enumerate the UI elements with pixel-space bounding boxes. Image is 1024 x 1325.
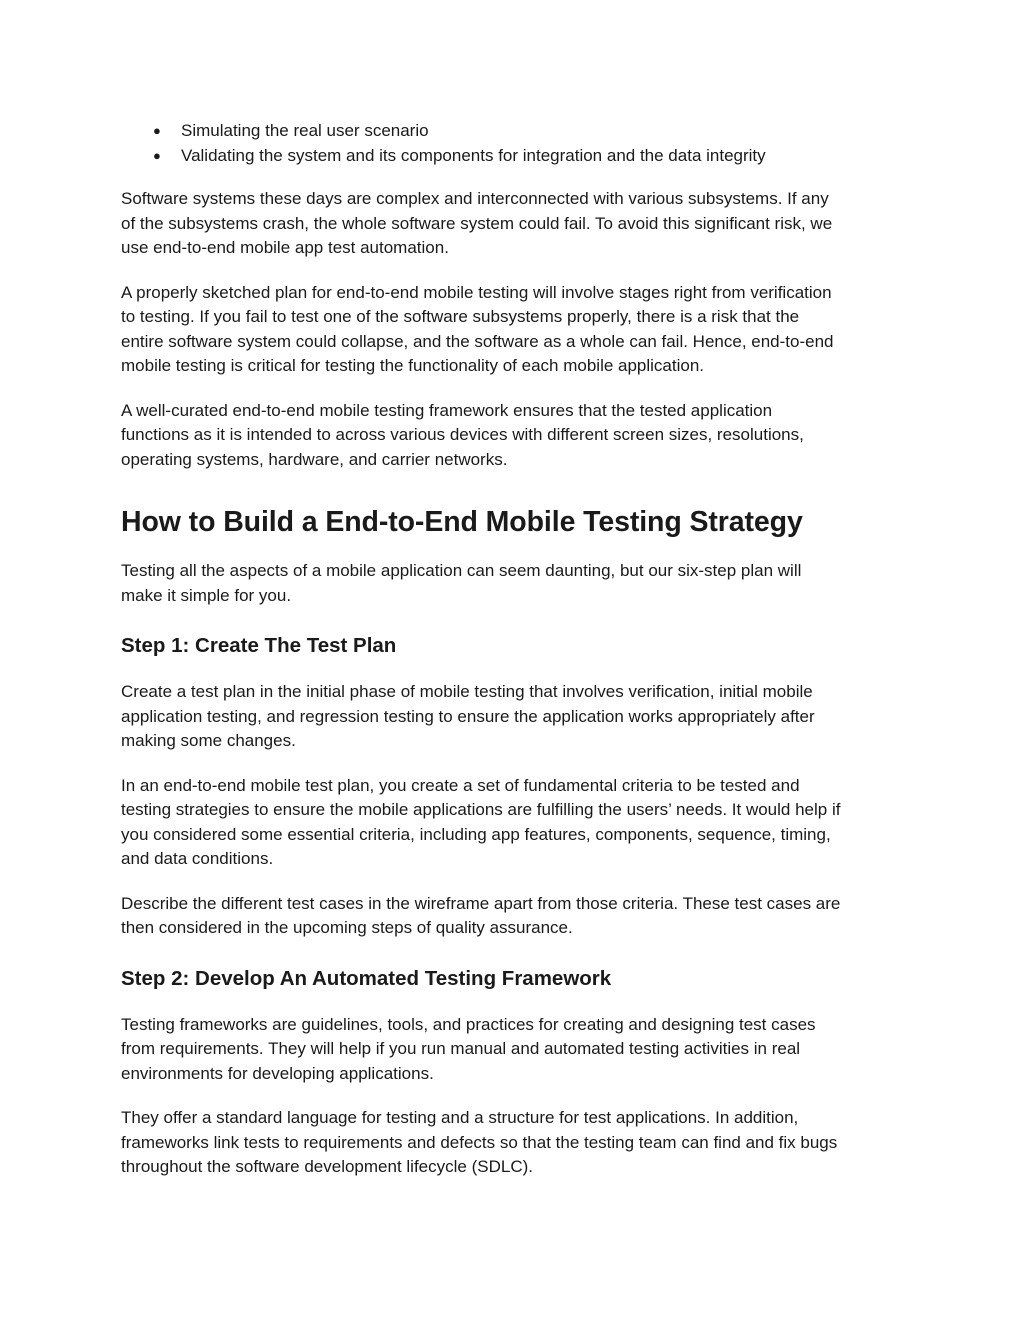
text-line: testing strategies to ensure the mobile applications are fulfilling the users’ needs. It would help if [121, 800, 841, 819]
text-line: mobile testing is critical for testing the functionality of each mobile application. [121, 356, 705, 375]
text-line: They offer a standard language for testing and a structure for test applications. In addition, [121, 1108, 799, 1127]
text-line: functions as it is intended to across various devices with different screen sizes, resolutions, [121, 425, 804, 444]
list-item [121, 119, 911, 144]
text-line: frameworks link tests to requirements and defects so that the testing team can find and fix bugs [121, 1132, 838, 1152]
text-line: A well-curated end-to-end mobile testing framework ensures that the tested application [121, 400, 773, 420]
text-line: making some changes. [121, 731, 296, 750]
text-line: Describe the different test cases in the wireframe apart from those criteria. These test cases are [121, 893, 841, 913]
paragraph [121, 399, 911, 473]
text-line: from requirements. They will help if you run manual and automated testing activities in real [121, 1039, 801, 1058]
list-item [121, 144, 911, 169]
text-line: make it simple for you. [121, 585, 292, 605]
bullet-list [121, 119, 911, 168]
paragraph [121, 680, 911, 754]
text-line: environments for developing applications. [121, 1063, 434, 1083]
text-line: Testing frameworks are guidelines, tools, and practices for creating and designing test cases [121, 1014, 816, 1034]
text-line: and data conditions. [121, 849, 274, 868]
main-heading: How to Build a End-to-End Mobile Testing Strategy [121, 506, 803, 538]
step1-heading: Step 1: Create The Test Plan [121, 634, 397, 657]
bullet-icon: ● [153, 147, 161, 163]
text-line: throughout the software development lifecycle (SDLC). [121, 1157, 533, 1176]
paragraph [121, 1013, 911, 1087]
text-line: use end-to-end mobile app test automation. [121, 238, 449, 257]
text-line: to testing. If you fail to test one of the software subsystems properly, there is a risk that the [121, 307, 800, 326]
paragraph [121, 774, 911, 872]
document-page [121, 119, 911, 1180]
bullet-icon: ● [153, 123, 161, 138]
step2-heading: Step 2: Develop An Automated Testing Framework [121, 966, 612, 990]
text-line: In an end-to-end mobile test plan, you create a set of fundamental criteria to be tested and [121, 775, 800, 795]
paragraph [121, 892, 911, 941]
bullet-text: Validating the system and its components for integration and the data integrity [181, 145, 766, 165]
paragraph [121, 281, 911, 379]
text-line: then considered in the upcoming steps of quality assurance. [121, 918, 573, 937]
paragraph [121, 187, 911, 261]
text-line: application testing, and regression testing to ensure the application works appropriately after [121, 706, 815, 726]
paragraph [121, 1106, 911, 1180]
text-line: operating systems, hardware, and carrier networks. [121, 449, 508, 469]
bullet-text: Simulating the real user scenario [181, 121, 429, 140]
paragraph [121, 559, 911, 608]
text-line: A properly sketched plan for end-to-end mobile testing will involve stages right from verification [121, 282, 832, 302]
text-line: you considered some essential criteria, including app features, components, sequence, timing, [121, 824, 831, 844]
text-line: of the subsystems crash, the whole software system could fail. To avoid this significant risk, we [121, 213, 833, 233]
text-line: Testing all the aspects of a mobile application can seem daunting, but our six-step plan will [121, 561, 802, 580]
text-line: Create a test plan in the initial phase of mobile testing that involves verification, initial mobile [121, 682, 813, 701]
text-line: entire software system could collapse, and the software as a whole can fail. Hence, end-to-end [121, 331, 834, 351]
text-line: Software systems these days are complex and interconnected with various subsystems. If any [121, 189, 829, 208]
